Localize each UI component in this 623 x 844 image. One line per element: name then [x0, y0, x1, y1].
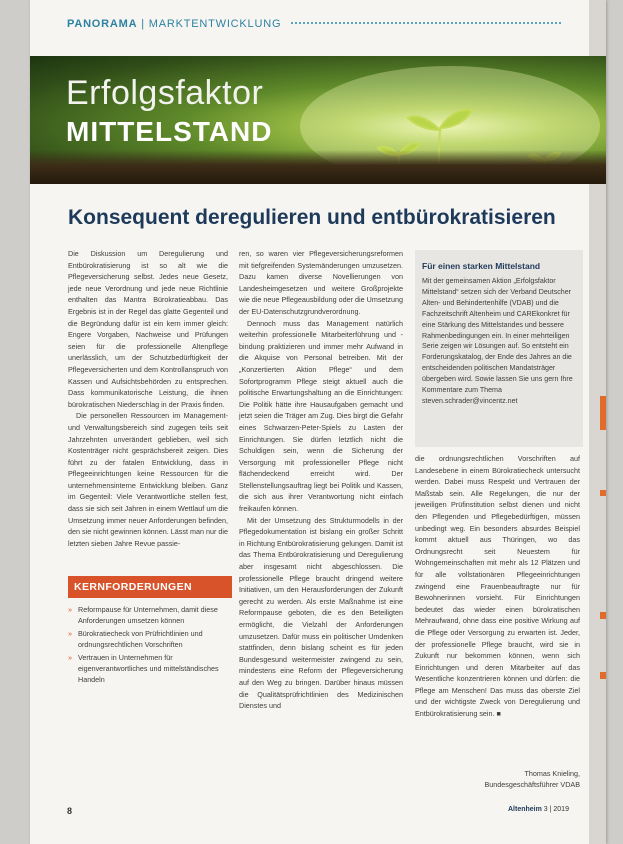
kernforderungen-title: KERNFORDERUNGEN — [68, 576, 232, 598]
paragraph: Dennoch muss das Management natürlich weiterhin professionelle Mitarbeiterführung und -bindung praktizieren und immer mehr Aufwand in die Akquise von Personal betreiben. Mit der „Konzertierten Aktion Pflege“ und dem Sofortprogramm Pflege steigt aktuell auch die politische Erwartungshaltung an die Einrichtungen: Die Politik hätte ihre Hausaufgaben gemacht und jetzt seien die Träger am Zug. Dies birgt die Gefahr eines Schwarzen-Peter-Spiels zu Lasten der Einrichtungen. Sie dürfen letztlich nicht die Schuldigen sein, wenn die Sicherung der Versorgung mit professioneller Pflege nicht flächendeckend erreicht wird. Der Stellenstellungsauftrag liegt bei Politik und Kassen, die sich aus ihrer Verantwortung nicht einfach freikaufen können. — [239, 318, 403, 514]
kernforderungen-box — [68, 576, 232, 688]
text-column-3 — [415, 453, 580, 720]
author-name: Thomas Knieling, — [524, 769, 580, 778]
info-box-text: Mit der gemeinsamen Aktion „Erfolgsfaktor Mittelstand“ setzen sich der Verband Deutscher Alten- und Behindertenhilfe (VDAB) und die Fachzeitschrift Altenheim und CAREkonkret für eine Stärkung des Mittelstandes und bessere Rahmenbedingungen ein. In einer mehrteiligen Serie zeigen wir Lösungen auf. So entsteht ein Forderungskatalog, der Ende des Jahres an die entscheidenden politischen Mandatsträger übergeben wird. Sowie lassen Sie uns gern Ihre Kommentare zum Thema steven.schrader@vincentz.net — [422, 277, 573, 405]
paragraph: ren, so waren vier Pflegeversicherungsreformen mit tiefgreifenden Systemänderungen umzusetzen. Dazu kamen diverse Novellierungen von Landesheimgesetzen und weitere Großprojekte wie die neue Pflegeausbildung oder die Umsetzung der EU-Datenschutzgrundverordnung. — [239, 249, 403, 316]
text-column-1 — [68, 248, 228, 549]
magazine-footer — [508, 806, 569, 813]
list-item: » Reformpause für Unternehmen, damit diese Anforderungen umsetzen können — [68, 605, 232, 626]
magazine-page — [30, 0, 606, 844]
section-header — [67, 18, 561, 30]
info-box-title: Für einen starken Mittelstand — [422, 261, 541, 271]
hero-banner — [30, 56, 606, 184]
dotted-rule — [291, 22, 561, 24]
list-item: » Vertrauen in Unternehmen für eigenverantwortliches und mittelständisches Handeln — [68, 653, 232, 685]
author-signature — [415, 768, 580, 790]
kernforderungen-list — [68, 598, 232, 685]
issue-number: 3 | 2019 — [543, 806, 569, 813]
paragraph: Die personellen Ressourcen im Management- und Verwaltungsbereich sind zugegen teils seit Jahrzehnten unverändert geblieben, weil sich Kostenträger nicht gesprächsbereit zeigen. Dies führt zu der fatalen Entwicklung, dass in Pflegeeinrichtungen keine Ressourcen für die unternehmensinterne Entwicklung bleiben. Ganz im Gegenteil: Viele Verantwortliche stellen fest, dass sie sich seit Jahren in einem Wettlauf um die Umsetzung immer neuer Anforderungen befinden, den sie nicht gewinnen können. Lässt man nur die letzten sieben Jahre Revue passie- — [68, 411, 228, 548]
author-role: Bundesgeschäftsführer VDAB — [484, 780, 580, 789]
page-number: 8 — [67, 806, 73, 816]
magazine-name: Altenheim — [508, 806, 542, 813]
paragraph: Die Diskussion um Deregulierung und Entbürokratisierung ist so alt wie die Pflegeversicherung selbst. Jedes neue Gesetz, jede neue Verordnung und jede neue Richtlinie enthalten das Mantra Bürokratieabbau. Das Ergebnis ist in der Regel das glatte Gegenteil und die Begründung dafür ist ein kern immer gleich: Engere Vorgaben, Nachweise und Prüfungen seien für die professionelle Altenpflege unerlässlich, um der Schutzbedürftigkeit der Pflegeversicherten und dem Kontrollanspruch von Kassen und Aufsichtsbehörden zu entsprechen. Dass kommunikatorische Leistung, die ihnen bürokratischen Niederschlag in der Praxis finden. — [68, 249, 228, 409]
section-subtitle: | MARKTENTWICKLUNG — [141, 18, 282, 30]
text-column-2 — [239, 248, 403, 712]
paragraph: die ordnungsrechtlichen Vorschriften auf Landesebene in einem Bürokratiecheck untersucht werden. Dabei muss Respekt und Vertrauen der Maßstab sein. Alle Regelungen, die nur der jeweiligen Prüfinstitution selbst dienen und nicht den Pflegenden und Pflegebedürftigen, müssen unbedingt weg. Ein besonders absurdes Beispiel kommt aktuell aus Thüringen, wo das Ordnungsrecht seit Neuestem für Wohngemeinschaften mit mehr als 12 Plätzen und für alle vollstationären Pflegeeinrichtungen zwingend eine Frauenbeauftragte nur für Bewohnerinnen vorsieht. Für Einrichtungen bedeutet das wieder einen bürokratischen Mehraufwand, ohne dass eine positive Wirkung auf die Pflege oder Versorgung zu erwarten ist. Jeder, der professionelle Pflege braucht, wird sie in Zukunft nur bekommen können, wenn sich Einrichtungen und deren Mitarbeiter auf das Wesentliche konzentrieren können und dürfen: die Pflege am Menschen! Das muss das oberste Ziel und der wichtigste Zweck von Deregulierung und Entbürokratisierung sein. ■ — [415, 454, 580, 719]
list-item: » Bürokratiecheck von Prüfrichtlinien und ordnungsrechtlichen Vorschriften — [68, 629, 232, 650]
hero-title-line1: Erfolgsfaktor — [66, 74, 264, 112]
section-name: PANORAMA — [67, 18, 138, 30]
paragraph: Mit der Umsetzung des Strukturmodells in der Pflegedokumentation ist bislang ein großer Schritt in Richtung Entbürokratisierung gelungen. Damit ist das Thema Entbürokratisierung und Deregulierung aber insgesamt nicht abgeschlossen. Die professionelle Pflege braucht dringend weitere Initiativen, um den Herausforderungen der Zukunft gerecht zu werden. Als erste Maßnahme ist eine Reformpause geboten, die es den Beteiligten ermöglicht, die Vielzahl der Anforderungen umzusetzen. Dafür muss ein politischer Umdenken stattfinden, denn bislang scheint es für jeden Bundesgesund weitermeister zwingend zu sein, mindestens eine Reform der Pflegeversicherung auf den Weg zu bringen. Darüber hinaus müssen die Qualitätsprüfrichtlinien des Medizinischen Dienstes und — [239, 515, 403, 711]
info-box — [415, 250, 583, 447]
article-headline: Konsequent deregulieren und entbürokratisieren — [68, 206, 556, 229]
hero-title-line2: MITTELSTAND — [66, 116, 273, 147]
